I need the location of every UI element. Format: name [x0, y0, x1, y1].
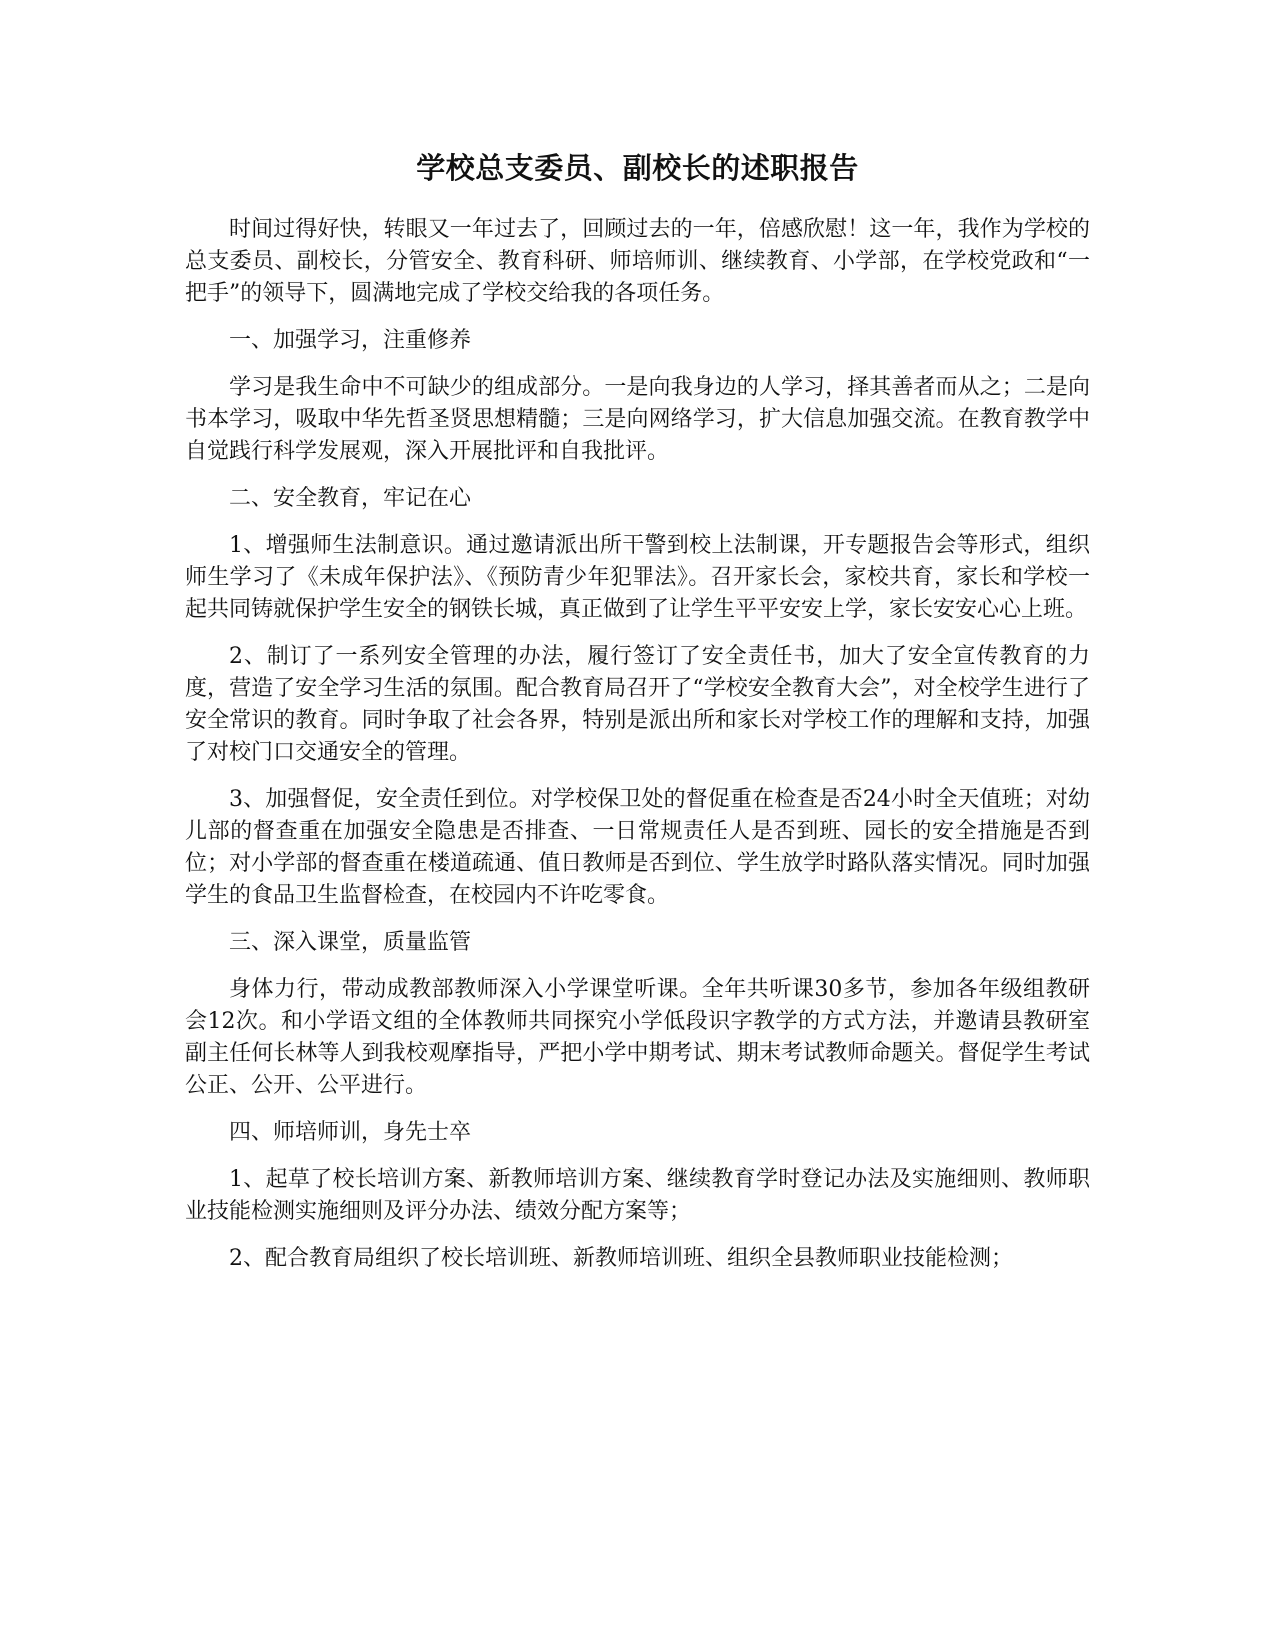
section-heading-4: 四、师培师训，身先士卒: [229, 1120, 472, 1145]
document-title: 学校总支委员、副校长的述职报告: [416, 151, 859, 185]
section-2-item-3: 3、加强督促，安全责任到位。对学校保卫处的督促重在检查是否24小时全天值班；对幼儿部的督查重在加强安全隐患是否排查、一日常规责任人是否到班、园长的安全措施是否到位；对小学部的督查重在楼道疏通、值日教师是否到位、学生放学时路队落实情况。同时加强学生的食品卫生监督检查，在校园内不许吃零食。: [185, 787, 1090, 908]
section-2-item-2: 2、制订了一系列安全管理的办法，履行签订了安全责任书，加大了安全宣传教育的力度，营造了安全学习生活的氛围。配合教育局召开了“学校安全教育大会”，对全校学生进行了安全常识的教育。同时争取了社会各界，特别是派出所和家长对学校工作的理解和支持，加强了对校门口交通安全的管理。: [185, 644, 1090, 765]
section-3-paragraph: 身体力行，带动成教部教师深入小学课堂听课。全年共听课30多节，参加各年级组教研会12次。和小学语文组的全体教师共同探究小学低段识字教学的方式方法，并邀请县教研室副主任何长林等人到我校观摩指导，严把小学中期考试、期末考试教师命题关。督促学生考试公正、公开、公平进行。: [185, 977, 1090, 1098]
section-1-paragraph: 学习是我生命中不可缺少的组成部分。一是向我身边的人学习，择其善者而从之；二是向书本学习，吸取中华先哲圣贤思想精髓；三是向网络学习，扩大信息加强交流。在教育教学中自觉践行科学发展观，深入开展批评和自我批评。: [185, 375, 1090, 464]
intro-paragraph: 时间过得好快，转眼又一年过去了，回顾过去的一年，倍感欣慰！这一年，我作为学校的总支委员、副校长，分管安全、教育科研、师培师训、继续教育、小学部，在学校党政和“一把手”的领导下，圆满地完成了学校交给我的各项任务。: [185, 217, 1090, 306]
section-4-item-1: 1、起草了校长培训方案、新教师培训方案、继续教育学时登记办法及实施细则、教师职业技能检测实施细则及评分办法、绩效分配方案等；: [185, 1167, 1090, 1224]
section-2-item-1: 1、增强师生法制意识。通过邀请派出所干警到校上法制课，开专题报告会等形式，组织师生学习了《未成年保护法》、《预防青少年犯罪法》。召开家长会，家校共育，家长和学校一起共同铸就保护学生安全的钢铁长城，真正做到了让学生平平安安上学，家长安安心心上班。: [185, 533, 1090, 622]
section-heading-1: 一、加强学习，注重修养: [229, 328, 472, 353]
section-heading-2: 二、安全教育，牢记在心: [229, 486, 472, 511]
section-heading-3: 三、深入课堂，质量监管: [229, 930, 472, 955]
document-body: [185, 214, 1090, 1290]
section-4-item-2: 2、配合教育局组织了校长培训班、新教师培训班、组织全县教师职业技能检测；: [229, 1246, 1013, 1271]
